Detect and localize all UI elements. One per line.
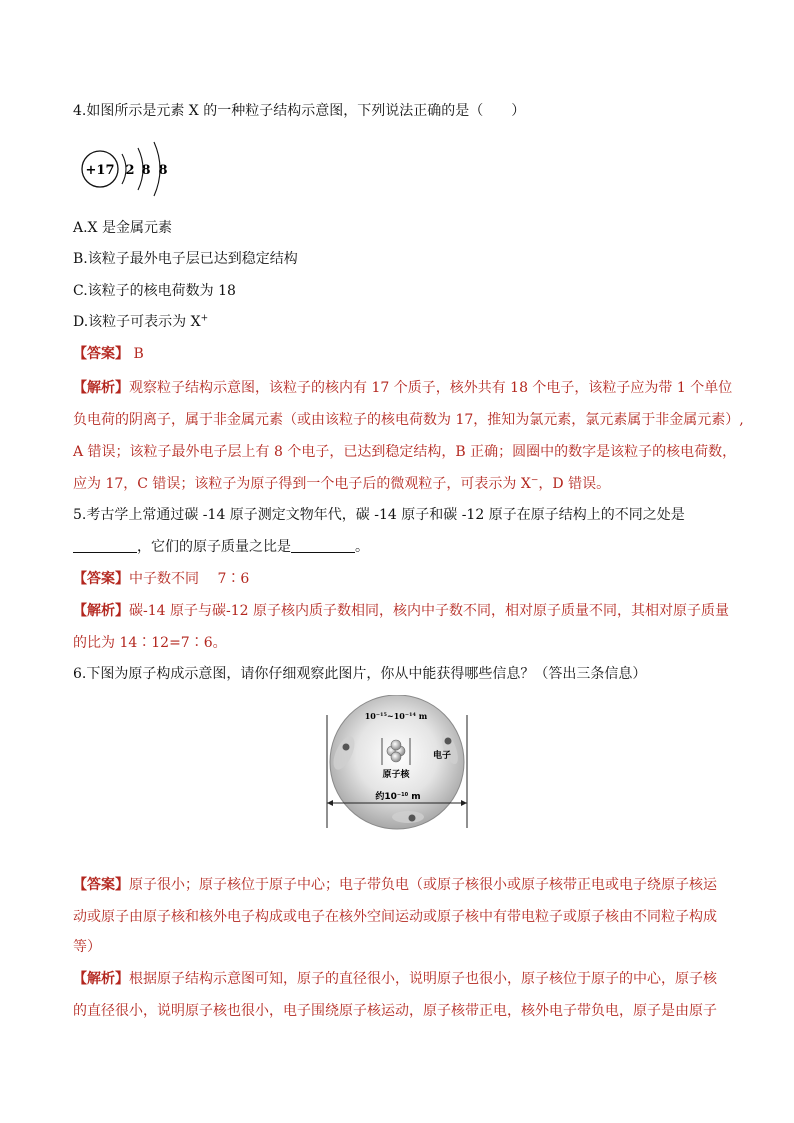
q5-answer-tag: 【答案】 [73,571,129,587]
atom-structure-figure [322,695,472,830]
q4-option-d-charge: + [200,313,209,324]
q4-option-b: B.该粒子最外电子层已达到稳定结构 [73,251,298,267]
q4-analysis-tag: 【解析】 [73,380,129,396]
q4-option-c: C.该粒子的核电荷数为 18 [73,283,236,299]
q4-option-d [73,312,208,332]
q6-answer-tag: 【答案】 [73,877,129,893]
q4-stem: 4.如图所示是元素 X 的一种粒子结构示意图，下列说法正确的是（ ） [73,103,526,119]
electron-orbit-bottom [392,811,424,823]
q5-analysis-text-1: 碳-14 原子与碳-12 原子核内质子数相同，核内中子数不同，相对原子质量不同，其相对原子质量 [129,603,729,619]
q4-answer-value: B [133,346,144,362]
q4-answer-tag: 【答案】 [73,346,129,362]
q6-answer-text-1: 原子很小；原子核位于原子中心；电子带负电（或原子核很小或原子核带正电或电子绕原子核运 [129,877,717,893]
q5-analysis-line-2: 的比为 14∶12=7∶6。 [73,635,227,651]
q5-blank-2[interactable] [291,538,355,553]
electron-left [343,744,350,751]
q4-analysis-line-1 [73,378,732,398]
q6-analysis-tag: 【解析】 [73,971,129,987]
q5-answer-value: 中子数不同 7∶6 [129,571,250,587]
q6-answer-line-1 [73,875,717,895]
q4-option-d-text: D.该粒子可表示为 X [73,314,201,330]
nucleus-label: 原子核 [382,770,410,780]
ion-structure-diagram [78,138,188,200]
q5-stem-end: 。 [355,539,369,555]
q4-analysis-charge: − [530,475,539,486]
atom-size-arrow-right [461,800,467,806]
q6-analysis-line-2: 的直径很小，说明原子核也很小，电子围绕原子核运动，原子核带正电，核外电子带负电，原子是由原子 [73,1003,717,1019]
q4-answer [73,344,144,364]
q4-analysis-text-1: 观察粒子结构示意图，该粒子的核内有 17 个质子，核外共有 18 个电子，该粒子应为带 1 个单位 [129,380,733,396]
q5-answer [73,569,249,589]
electron-bottom [409,815,416,822]
q5-stem-line-1: 5.考古学上常通过碳 -14 原子测定文物年代，碳 -14 原子和碳 -12 原子在原子结构上的不同之处是 [73,507,685,523]
shell-count-3: 8 [158,163,168,178]
q6-analysis-text-1: 根据原子结构示意图可知，原子的直径很小，说明原子也很小，原子核位于原子的中心，原子核 [129,971,717,987]
electron-right [445,738,452,745]
q5-stem-mid: ，它们的原子质量之比是 [137,539,291,555]
q5-blank-1[interactable] [73,538,137,553]
nucleus-size-label: $10^{-15}\sim 10^{-14}$ m [364,711,428,721]
electron-label: 电子 [432,751,452,761]
shell-count-2: 8 [141,163,151,178]
q6-answer-line-2: 动或原子由原子核和核外电子构成或电子在核外空间运动或原子核中有带电粒子或原子核由不同粒子构成 [73,909,717,925]
atom-size-label: 约$10^{-10}$ m [375,792,421,802]
q6-stem: 6.下图为原子构成示意图，请你仔细观察此图片，你从中能获得哪些信息？（答出三条信息） [73,666,647,682]
q4-option-a: A.X 是金属元素 [73,220,172,236]
shell-count-1: 2 [125,163,135,178]
q6-answer-line-3: 等） [73,939,101,955]
q5-analysis-tag: 【解析】 [73,603,129,619]
nucleus-charge: +17 [85,163,115,178]
q5-stem-line-2 [73,537,369,557]
q6-analysis-line-1 [73,969,717,989]
q4-analysis-line-2: 负电荷的阴离子，属于非金属元素（或由该粒子的核电荷数为 17，推知为氯元素，氯元素属于非金属元素）, [73,412,744,428]
q4-analysis-line-4 [73,474,610,494]
q4-analysis-text-4b: ，D 错误。 [538,476,611,492]
q5-analysis-line-1 [73,601,729,621]
q4-analysis-text-4: 应为 17，C 错误；该粒子为原子得到一个电子后的微观粒子，可表示为 X [73,476,531,492]
q4-analysis-line-3: A 错误；该粒子最外电子层上有 8 个电子，已达到稳定结构，B 正确；圆圈中的数字是该粒子的核电荷数， [73,444,737,460]
atom-size-arrow-left [327,800,333,806]
